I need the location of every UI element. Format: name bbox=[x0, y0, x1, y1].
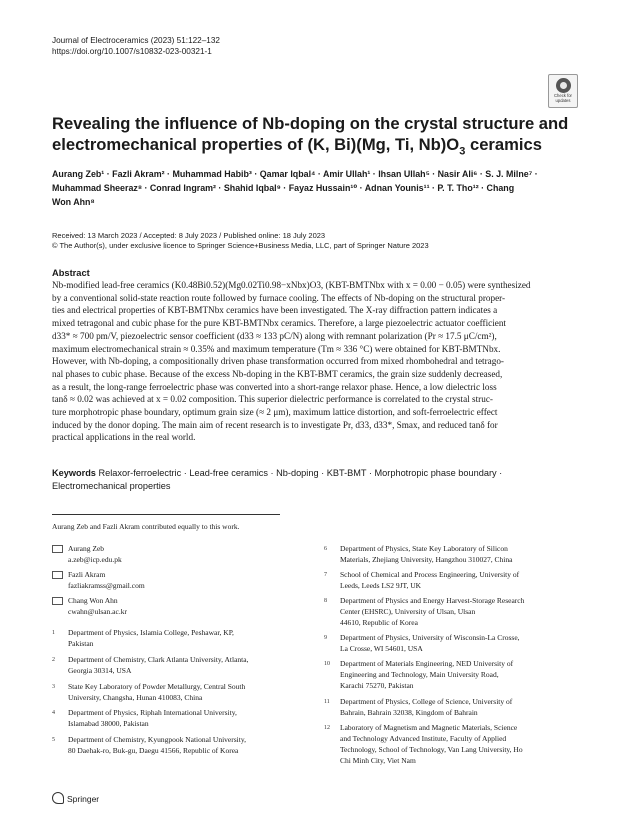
keywords bbox=[52, 467, 572, 492]
publication-dates bbox=[52, 231, 572, 251]
abstract-line: ture morphotropic phase boundary, optimum grain size (≈ 2 μm), maximum lattice distortion, and soft-ferroelectric effect bbox=[52, 407, 498, 418]
author-list bbox=[52, 167, 572, 209]
abstract-line: ties and electrical properties of KBT-BMTNbx ceramics have been investigated. The X-ray diffraction pattern indicates a bbox=[52, 305, 498, 316]
authors-line2: Muhammad Sheeraz⁸ · Conrad Ingram² · Shahid Iqbal⁹ · Fayaz Hussain¹⁰ · Adnan Younis¹¹ · P. T. Tho¹² · Chang bbox=[52, 183, 515, 193]
authors-line1: Aurang Zeb¹ · Fazli Akram² · Muhammad Habib³ · Qamar Iqbal⁴ · Amir Ullah¹ · Ihsan Ullah⁵ · Nasir Ali⁶ · S. J. Milne⁷ · bbox=[52, 169, 538, 179]
abstract-line: maximum electromechanical strain ≈ 0.35% and maximum temperature (Tm ≈ 336 °C) were obtained for KBT-BMTNbx. bbox=[52, 343, 501, 354]
abstract-line: induced by the donor doping. The main aim of recent research is to investigate Pr, d33, d33*, Smax, and reduced tanδ for bbox=[52, 419, 498, 430]
abstract-line: d33* ≈ 700 pm/V, piezoelectric sensor coefficient (d33 ≈ 133 pC/N) along with remnant polarization (Pr ≈ 17.5 μC/cm²), bbox=[52, 330, 497, 341]
copyright-notice: © The Author(s), under exclusive licence to Springer Science+Business Media, LLC, part of Springer Nature 2023 bbox=[52, 241, 429, 250]
paper-title bbox=[52, 113, 572, 162]
envelope-icon bbox=[52, 570, 63, 582]
journal-header bbox=[52, 35, 220, 57]
contact-name: Aurang Zeb bbox=[68, 544, 105, 553]
abstract-line: practical applications in the real world. bbox=[52, 432, 196, 443]
publisher-name: Springer bbox=[67, 794, 100, 804]
received-dates: Received: 13 March 2023 / Accepted: 8 July 2023 / Published online: 18 July 2023 bbox=[52, 231, 326, 240]
badge-line1: Check for bbox=[554, 93, 572, 98]
contact-name: Fazli Akram bbox=[68, 570, 106, 579]
title-line1: Revealing the influence of Nb-doping on the crystal structure and bbox=[52, 114, 569, 133]
contact-name: Chang Won Ahn bbox=[68, 596, 118, 605]
contact-email[interactable]: fazliakramss@gmail.com bbox=[68, 581, 145, 590]
abstract-body bbox=[52, 279, 579, 444]
footnote-divider bbox=[52, 514, 280, 515]
abstract-line: tanδ ≈ 0.02 was achieved at x = 0.02 composition. This superior dielectric performance is correlated to the crystal struc- bbox=[52, 394, 493, 405]
check-for-updates-badge[interactable] bbox=[548, 74, 578, 108]
abstract-line: mixed tetragonal and cubic phase for the pure KBT-BMTNbx ceramics. Therefore, a large piezoelectric actuator coefficient bbox=[52, 318, 506, 329]
abstract-line: as a result, the long-range ferroelectric phase was converted into a short-range relaxor phase. Hence, a low dielectric loss bbox=[52, 381, 497, 392]
springer-footer bbox=[52, 792, 99, 804]
abstract-line: by a conventional solid-state reaction route followed by furnace cooling. The effects of Nb-doping on the structural proper- bbox=[52, 292, 506, 303]
doi-link[interactable]: https://doi.org/10.1007/s10832-023-00321-1 bbox=[52, 47, 212, 56]
keywords-line2: Electromechanical properties bbox=[52, 480, 171, 491]
envelope-icon bbox=[52, 596, 63, 608]
abstract-heading: Abstract bbox=[52, 268, 90, 278]
journal-citation: Journal of Electroceramics (2023) 51:122–132 bbox=[52, 36, 220, 45]
title-line2: electromechanical properties of (K, Bi)(Mg, Ti, $Nb)O_3$ ceramics bbox=[52, 135, 542, 158]
keywords-label: Keywords bbox=[52, 468, 96, 478]
keywords-line1: Keywords Relaxor-ferroelectric · Lead-free ceramics · Nb-doping · KBT-BMT · Morphotropic phase boundary · bbox=[52, 468, 503, 478]
equal-contribution-note: Aurang Zeb and Fazli Akram contributed equally to this work. bbox=[52, 522, 240, 531]
envelope-icon bbox=[52, 544, 63, 556]
springer-horse-icon bbox=[52, 792, 64, 804]
contact-email[interactable]: cwahn@ulsan.ac.kr bbox=[68, 607, 127, 616]
crossmark-icon bbox=[556, 78, 571, 93]
abstract-line: However, with Nb-doping, a compositionally driven phase transformation occurred from mixed rhombohedral and tetrago- bbox=[52, 356, 504, 367]
contact-email[interactable]: a.zeb@icp.edu.pk bbox=[68, 555, 122, 564]
authors-line3: Won Ahn⁸ bbox=[52, 197, 95, 207]
abstract-line: Nb-modified lead-free ceramics (K0.48Bi0.52)(Mg0.02Ti0.98−xNbx)O3, (KBT-BMTNbx with x = 0.00 − 0.05) were synthesized bbox=[52, 280, 531, 290]
abstract-line: nal phases to cubic phase. Because of the excess Nb-doping in the KBT-BMT ceramics, the grain size suddenly decreased, bbox=[52, 368, 503, 379]
badge-line2: updates bbox=[555, 97, 571, 103]
